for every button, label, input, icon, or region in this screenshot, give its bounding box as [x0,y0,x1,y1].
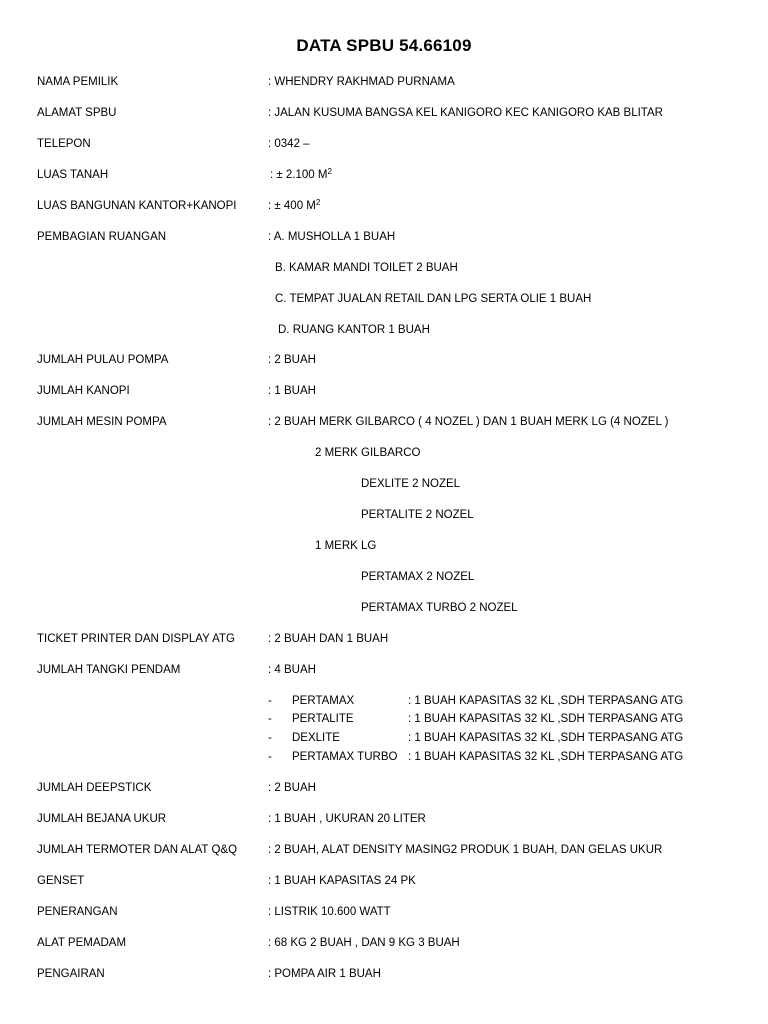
label-genset: GENSET [37,875,85,887]
ruangan-item-a: : A. MUSHOLLA 1 BUAH [268,231,396,243]
value-jumlah-deepstick: : 2 BUAH [268,782,316,794]
value-nama-pemilik: : WHENDRY RAKHMAD PURNAMA [268,76,455,88]
tangki-desc: : 1 BUAH KAPASITAS 32 KL ,SDH TERPASANG ATG [408,732,684,744]
value-jumlah-tangki: : 4 BUAH [268,664,316,676]
label-jumlah-pulau-pompa: JUMLAH PULAU POMPA [37,354,169,366]
label-jumlah-kanopi: JUMLAH KANOPI [37,385,130,397]
ruangan-item-b: B. KAMAR MANDI TOILET 2 BUAH [275,262,458,274]
value-alat-pemadam: : 68 KG 2 BUAH , DAN 9 KG 3 BUAH [268,937,460,949]
value-jumlah-mesin-pompa: : 2 BUAH MERK GILBARCO ( 4 NOZEL ) DAN 1 BUAH MERK LG (4 NOZEL ) [268,416,669,428]
mesin-lg: 1 MERK LG [315,540,377,552]
value-pengairan: : POMPA AIR 1 BUAH [268,968,381,980]
value-genset: : 1 BUAH KAPASITAS 24 PK [268,875,416,887]
value-jumlah-bejana-ukur: : 1 BUAH , UKURAN 20 LITER [268,813,426,825]
tangki-name: DEXLITE [292,732,340,744]
label-nama-pemilik: NAMA PEMILIK [37,76,119,88]
value-jumlah-termoter: : 2 BUAH, ALAT DENSITY MASING2 PRODUK 1 BUAH, DAN GELAS UKUR [268,844,663,856]
label-jumlah-bejana-ukur: JUMLAH BEJANA UKUR [37,813,167,825]
tangki-name: PERTALITE [292,713,354,725]
luas-bangunan-superscript: 2 [315,198,321,207]
value-alamat-spbu: : JALAN KUSUMA BANGSA KEL KANIGORO KEC KANIGORO KAB BLITAR [268,107,663,119]
nozel-pertalite: PERTALITE 2 NOZEL [361,509,474,521]
tangki-desc: : 1 BUAH KAPASITAS 32 KL ,SDH TERPASANG ATG [408,751,684,763]
tangki-name: PERTAMAX [292,695,355,707]
label-alamat-spbu: ALAMAT SPBU [37,107,117,119]
tangki-name: PERTAMAX TURBO [292,751,398,763]
label-jumlah-termoter: JUMLAH TERMOTER DAN ALAT Q&Q [37,844,238,856]
value-telepon: : 0342 – [268,138,310,150]
nozel-pertamax: PERTAMAX 2 NOZEL [361,571,475,583]
nozel-pertamax-turbo: PERTAMAX TURBO 2 NOZEL [361,602,518,614]
label-jumlah-tangki: JUMLAH TANGKI PENDAM [37,664,181,676]
value-jumlah-pulau-pompa: : 2 BUAH [268,354,316,366]
label-alat-pemadam: ALAT PEMADAM [37,937,127,949]
label-telepon: TELEPON [37,138,91,150]
label-luas-tanah: LUAS TANAH [37,169,109,181]
tangki-bullet: - [268,695,272,707]
ruangan-item-d: D. RUANG KANTOR 1 BUAH [278,324,430,336]
label-jumlah-mesin-pompa: JUMLAH MESIN POMPA [37,416,167,428]
luas-tanah-text: : ± 2.100 M [270,169,328,181]
tangki-desc: : 1 BUAH KAPASITAS 32 KL ,SDH TERPASANG ATG [408,695,684,707]
tangki-desc: : 1 BUAH KAPASITAS 32 KL ,SDH TERPASANG ATG [408,713,684,725]
page-title: DATA SPBU 54.66109 [296,36,472,55]
luas-bangunan-text: : ± 400 M [268,200,316,212]
mesin-gilbarco: 2 MERK GILBARCO [315,447,421,459]
value-ticket-printer: : 2 BUAH DAN 1 BUAH [268,633,389,645]
tangki-bullet: - [268,713,272,725]
tangki-bullet: - [268,732,272,744]
value-penerangan: : LISTRIK 10.600 WATT [268,906,391,918]
value-luas-bangunan [268,199,320,213]
label-pengairan: PENGAIRAN [37,968,105,980]
label-pembagian-ruangan: PEMBAGIAN RUANGAN [37,231,167,243]
value-luas-tanah [270,168,332,182]
label-luas-bangunan: LUAS BANGUNAN KANTOR+KANOPI [37,200,237,212]
label-penerangan: PENERANGAN [37,906,118,918]
tangki-bullet: - [268,751,272,763]
value-jumlah-kanopi: : 1 BUAH [268,385,316,397]
luas-tanah-superscript: 2 [327,167,332,176]
nozel-dexlite: DEXLITE 2 NOZEL [361,478,461,490]
label-jumlah-deepstick: JUMLAH DEEPSTICK [37,782,152,794]
label-ticket-printer: TICKET PRINTER DAN DISPLAY ATG [37,633,235,645]
ruangan-item-c: C. TEMPAT JUALAN RETAIL DAN LPG SERTA OLIE 1 BUAH [275,293,592,305]
